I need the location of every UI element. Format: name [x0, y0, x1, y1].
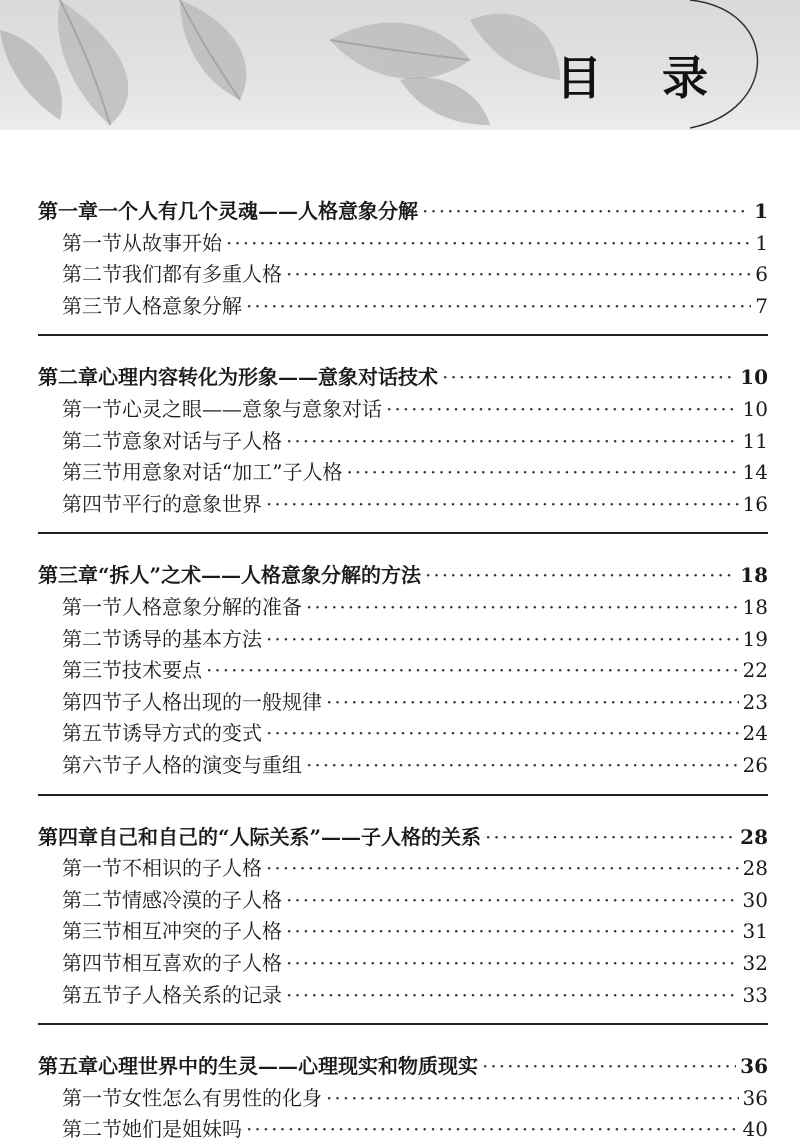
page-number: 19: [742, 626, 768, 651]
chapter-label: 第四章: [38, 824, 98, 849]
leader-dots: [246, 291, 751, 321]
page-number: 1: [755, 230, 768, 255]
toc-heading: 目 录: [555, 51, 730, 105]
chapter-entry[interactable]: [38, 822, 768, 852]
section-title: 情感冷漠的子人格: [122, 887, 282, 912]
chapter-title: 一个人有几个灵魂——人格意象分解: [98, 199, 418, 223]
leader-dots: [266, 853, 739, 883]
section-label: 第一节: [62, 1085, 122, 1110]
section-title: 子人格的演变与重组: [122, 753, 302, 777]
section-title: 不相识的子人格: [122, 856, 262, 881]
chapter-title: 自己和自己的“人际关系”——子人格的关系: [98, 824, 482, 849]
section-entry[interactable]: [62, 916, 768, 946]
chapter-title: “拆人”之术——人格意象分解的方法: [98, 563, 422, 588]
section-title: 意象对话与子人格: [122, 428, 282, 453]
section-entry[interactable]: [62, 1114, 768, 1144]
chapter-title: 心理世界中的生灵——心理现实和物质现实: [98, 1054, 478, 1079]
section-label: 第二节: [62, 1117, 122, 1142]
leader-dots: [442, 362, 736, 392]
section-entry[interactable]: [62, 394, 768, 424]
page-number: 7: [755, 293, 768, 318]
section-label: 第五节: [62, 721, 122, 746]
page-number: 18: [740, 563, 768, 588]
leader-dots: [286, 259, 751, 289]
section-title: 子人格出现的一般规律: [122, 689, 322, 714]
section-title: 子人格关系的记录: [122, 982, 282, 1007]
chapter-entry[interactable]: [38, 196, 768, 226]
leader-dots: [425, 560, 736, 590]
leader-dots: [326, 687, 739, 717]
leader-dots: [286, 916, 739, 946]
section-entry[interactable]: [62, 291, 768, 321]
section-entry[interactable]: [62, 489, 768, 519]
section-entry[interactable]: [62, 687, 768, 717]
section-label: 第三节: [62, 293, 122, 318]
leader-dots: [286, 426, 739, 456]
section-entry[interactable]: [62, 592, 768, 622]
leader-dots: [206, 655, 739, 685]
section-label: 第一节: [62, 230, 122, 255]
page-number: 11: [742, 428, 768, 453]
section-label: 第五节: [62, 982, 122, 1007]
leader-dots: [306, 592, 739, 622]
section-title: 用意象对话“加工”子人格: [122, 460, 343, 485]
page-number: 14: [742, 460, 768, 485]
section-label: 第一节: [62, 595, 122, 619]
section-title: 心灵之眼——意象与意象对话: [122, 397, 382, 421]
leader-dots: [346, 457, 738, 487]
page-number: 1: [754, 199, 768, 223]
leader-dots: [266, 718, 739, 748]
page-number: 28: [740, 824, 768, 849]
section-title: 技术要点: [122, 658, 202, 683]
section-label: 第二节: [62, 262, 122, 287]
page-number: 23: [742, 689, 768, 714]
section-title: 平行的意象世界: [122, 491, 262, 516]
section-label: 第一节: [62, 856, 122, 881]
section-entry[interactable]: [62, 457, 768, 487]
section-title: 女性怎么有男性的化身: [122, 1085, 322, 1110]
page-number: 10: [742, 397, 768, 421]
section-label: 第二节: [62, 428, 122, 453]
chapter-entry[interactable]: [38, 362, 768, 392]
page-number: 33: [742, 982, 768, 1007]
section-title: 相互喜欢的子人格: [122, 951, 282, 975]
section-title: 我们都有多重人格: [122, 262, 282, 287]
page-number: 31: [742, 919, 768, 944]
chapter-label: 第二章: [38, 365, 98, 390]
section-title: 人格意象分解的准备: [122, 595, 302, 619]
page-number: 10: [740, 365, 768, 390]
section-entry[interactable]: [62, 426, 768, 456]
section-entry[interactable]: [62, 750, 768, 780]
section-entry[interactable]: [62, 948, 768, 978]
leader-dots: [485, 822, 736, 852]
section-label: 第三节: [62, 919, 122, 944]
section-label: 第四节: [62, 491, 122, 516]
table-of-contents: [0, 196, 800, 1145]
leader-dots: [266, 624, 739, 654]
page-number: 32: [742, 951, 768, 975]
chapter-divider: [38, 794, 768, 796]
chapter-divider: [38, 1023, 768, 1025]
section-title: 人格意象分解: [122, 293, 242, 318]
section-label: 第二节: [62, 626, 122, 651]
leader-dots: [286, 885, 739, 915]
section-entry[interactable]: [62, 228, 768, 258]
chapter-label: 第五章: [38, 1054, 98, 1079]
leader-dots: [266, 489, 739, 519]
chapter-entry[interactable]: [38, 1051, 768, 1081]
section-entry[interactable]: [62, 259, 768, 289]
section-entry[interactable]: [62, 624, 768, 654]
chapter-label: 第一章: [38, 199, 98, 223]
section-title: 相互冲突的子人格: [122, 919, 282, 944]
header-banner: [0, 0, 800, 130]
leader-dots: [246, 1114, 739, 1144]
leader-dots: [326, 1083, 739, 1113]
section-entry[interactable]: [62, 980, 768, 1010]
page-number: 40: [742, 1117, 768, 1142]
chapter-divider: [38, 334, 768, 336]
section-label: 第三节: [62, 658, 122, 683]
chapter-divider: [38, 532, 768, 534]
chapter-title: 心理内容转化为形象——意象对话技术: [98, 365, 438, 390]
leader-dots: [422, 196, 750, 226]
page-number: 18: [742, 595, 768, 619]
page-number: 16: [742, 491, 768, 516]
page-number: 26: [742, 753, 768, 777]
leader-dots: [286, 980, 739, 1010]
leader-dots: [386, 394, 739, 424]
section-label: 第一节: [62, 397, 122, 421]
leader-dots: [286, 948, 739, 978]
page-number: 36: [740, 1054, 768, 1079]
page-number: 36: [742, 1085, 768, 1110]
section-entry[interactable]: [62, 885, 768, 915]
section-entry[interactable]: [62, 1083, 768, 1113]
page-number: 22: [742, 658, 768, 683]
section-entry[interactable]: [62, 655, 768, 685]
page-number: 30: [742, 887, 768, 912]
section-label: 第四节: [62, 689, 122, 714]
leader-dots: [482, 1051, 736, 1081]
page-number: 28: [742, 856, 768, 881]
section-title: 她们是姐妹吗: [122, 1117, 242, 1142]
chapter-label: 第三章: [38, 563, 98, 588]
section-title: 从故事开始: [122, 230, 222, 255]
page-number: 24: [742, 721, 768, 746]
leader-dots: [226, 228, 751, 258]
section-label: 第三节: [62, 460, 122, 485]
section-label: 第二节: [62, 887, 122, 912]
section-entry[interactable]: [62, 718, 768, 748]
section-entry[interactable]: [62, 853, 768, 883]
leader-dots: [306, 750, 739, 780]
section-title: 诱导方式的变式: [122, 721, 262, 746]
section-label: 第六节: [62, 753, 122, 777]
chapter-entry[interactable]: [38, 560, 768, 590]
page-number: 6: [755, 262, 768, 287]
section-label: 第四节: [62, 951, 122, 975]
section-title: 诱导的基本方法: [122, 626, 262, 651]
